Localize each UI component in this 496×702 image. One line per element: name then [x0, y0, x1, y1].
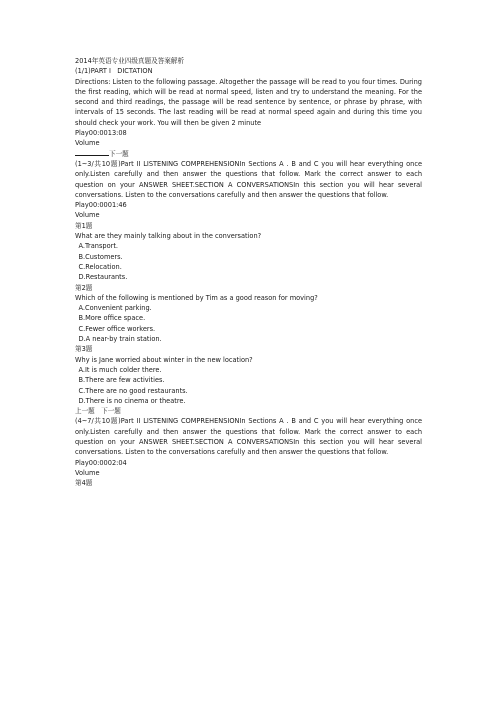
section1-play-control[interactable]: Play00:0013:08: [75, 129, 127, 138]
section1-volume-control[interactable]: Volume: [75, 139, 100, 148]
answer-option[interactable]: C.Relocation.: [78, 262, 122, 271]
section1-nav: [75, 149, 422, 159]
section3-volume-control[interactable]: Volume: [75, 468, 100, 477]
section1-header: (1/1)PART I DICTATION: [75, 67, 153, 76]
question-label: 第1题: [75, 221, 93, 230]
section3-play-control[interactable]: Play00:0002:04: [75, 458, 127, 467]
question-text: Why is Jane worried about winter in the new location?: [75, 355, 253, 364]
answer-option[interactable]: C.Fewer office workers.: [78, 324, 156, 333]
section2-volume-control[interactable]: Volume: [75, 211, 100, 220]
answer-option[interactable]: B.More office space.: [78, 314, 146, 323]
answer-option[interactable]: A.Convenient parking.: [78, 304, 152, 313]
section1-directions: Directions: Listen to the following passage. Altogether the passage will be read to you four times. During the first reading, which will be read at normal speed, listen and try to understand the meaning. For the second and third readings, the passage will be read sentence by sentence, or phrase by phrase, with intervals of 15 seconds. The last reading will be read at normal speed again and during this time you should check your work. You will then be given 2 minute: [75, 77, 422, 127]
answer-option[interactable]: D.A near-by train station.: [78, 335, 162, 344]
document-page: [75, 56, 422, 488]
prev-question-link[interactable]: 上一题: [75, 407, 95, 416]
section2-play-control[interactable]: Play00:0001:46: [75, 201, 127, 210]
answer-option[interactable]: B.Customers.: [78, 252, 123, 261]
answer-option[interactable]: C.There are no good restaurants.: [78, 386, 188, 395]
answer-option[interactable]: A.It is much colder there.: [78, 365, 162, 374]
document-title: 2014年英语专业四级真题及答案解析: [75, 57, 185, 65]
section3-header: (4~7/共10题)Part II LISTENING COMPREHENSIONIn Sections A . B and C you will hear everything once only.Listen carefully and then answer the questions that follow. Mark the correct answer to each question on your ANSWER SHEET.SECTION A CONVERSATIONSIn this section you will hear several conversations. Listen to the conversations carefully and then answer the questions that follow.: [75, 417, 422, 457]
answer-option[interactable]: B.There are few activities.: [78, 376, 165, 385]
answer-blank[interactable]: [75, 149, 109, 156]
next-question-link[interactable]: 下一题: [101, 407, 121, 416]
next-question-link[interactable]: 下一题: [109, 149, 129, 158]
answer-option[interactable]: A.Transport.: [78, 242, 119, 251]
answer-option[interactable]: D.There is no cinema or theatre.: [78, 396, 186, 405]
question-label: 第3题: [75, 345, 93, 354]
answer-option[interactable]: D.Restaurants.: [78, 273, 128, 282]
section2-nav: [75, 406, 422, 416]
question-text: Which of the following is mentioned by Tim as a good reason for moving?: [75, 293, 318, 302]
section2-header: (1~3/共10题)Part II LISTENING COMPREHENSIONIn Sections A . B and C you will hear everything once only.Listen carefully and then answer the questions that follow. Mark the correct answer to each question on your ANSWER SHEET.SECTION A CONVERSATIONSIn this section you will hear several conversations. Listen to the conversations carefully and then answer the questions that follow.: [75, 159, 422, 199]
question-label: 第2题: [75, 283, 93, 292]
question-label: 第4题: [75, 479, 93, 488]
question-text: What are they mainly talking about in the conversation?: [75, 232, 262, 241]
